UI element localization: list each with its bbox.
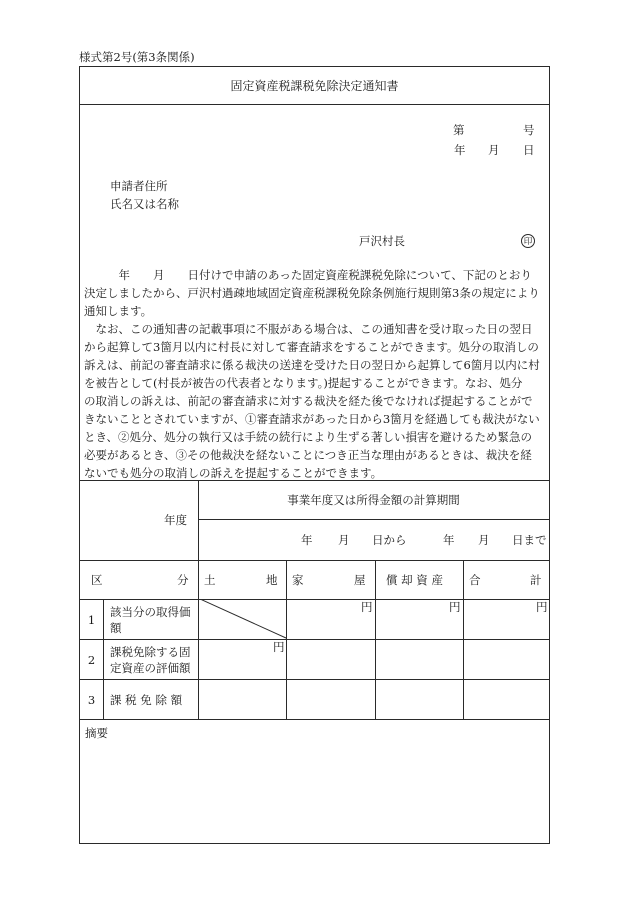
header-category-left: 区 (91, 573, 103, 587)
row-2-label-line1: 課税免除する固 (110, 645, 191, 659)
paragraph-line: とき、②処分、処分の執行又は手続の続行により生ずる著しい損害を避けるため緊急の (84, 430, 533, 444)
paragraph-line: を被告として(村長が被告の代表者となります。)提起することができます。なお、処分 (84, 376, 523, 390)
form-number: 様式第2号(第3条関係) (79, 50, 195, 64)
paragraph-line: から起算して3箇月以内に村長に対して審査請求をすることができます。処分の取消しの (84, 340, 539, 354)
period-from-month: 月 (338, 533, 350, 547)
row-2-number: 2 (87, 653, 96, 667)
header-house-right: 屋 (354, 573, 366, 587)
header-depreciable: 償 却 資 産 (386, 573, 443, 587)
number-go: 号 (523, 123, 535, 137)
paragraph-line: 決定しましたから、戸沢村過疎地域固定資産税課税免除条例施行規則第3条の規定により (84, 286, 540, 300)
depreciable-total-rule (463, 560, 464, 719)
paragraph-line: 通知します。 (84, 304, 153, 318)
row-2-label-line2: 定資産の評価額 (110, 661, 191, 675)
row-3-rule (80, 719, 549, 720)
period-from-year: 年 (301, 533, 313, 547)
issuer-name: 戸沢村長 (359, 234, 405, 248)
seal-icon: 印 (521, 234, 535, 248)
header-land-right: 地 (266, 573, 278, 587)
land-house-rule (286, 560, 287, 719)
land-diagonal-strike (200, 599, 287, 639)
row-1-number: 1 (87, 613, 96, 627)
row-1-label-line2: 額 (110, 621, 122, 635)
period-header-rule (198, 519, 549, 520)
document-title: 固定資産税課税免除決定通知書 (230, 79, 399, 93)
row-3-label: 課 税 免 除 額 (110, 693, 183, 707)
number-dai: 第 (453, 123, 465, 137)
remarks-label: 摘要 (85, 726, 108, 740)
period-header: 事業年度又は所得金額の計算期間 (287, 493, 460, 507)
row-3-number: 3 (87, 693, 96, 707)
header-total-left: 合 (469, 573, 481, 587)
title-divider (80, 104, 549, 105)
applicant-name-label: 氏名又は名称 (110, 197, 179, 211)
notice-form (79, 66, 550, 844)
date-year: 年 (454, 143, 466, 157)
paragraph-line: 年 月 日付けで申請のあった固定資産税課税免除について、下記のとおり (84, 268, 532, 282)
header-category-right: 分 (177, 573, 189, 587)
row-1-total-yen: 円 (536, 600, 548, 614)
year-label: 年度 (164, 513, 187, 527)
applicant-address-label: 申請者住所 (110, 179, 168, 193)
paragraph-line: なお、この通知書の記載事項に不服がある場合は、この通知書を受け取った日の翌日 (84, 322, 533, 336)
header-total-right: 計 (530, 573, 542, 587)
column-header-rule (80, 599, 549, 600)
paragraph-line: きないこととされていますが、①審査請求があった日から3箇月を経過しても裁決がない (84, 412, 540, 426)
period-to-day: 日まで (512, 533, 547, 547)
period-to-month: 月 (478, 533, 490, 547)
table-top-rule (80, 480, 549, 481)
row-2-land-yen: 円 (273, 640, 285, 654)
paragraph-line: の取消しの訴えは、前記の審査請求に対する裁決を経た後でなければ提起することがで (84, 394, 533, 408)
row-number-rule (103, 599, 104, 719)
row-1-house-yen: 円 (361, 600, 373, 614)
period-row-rule (80, 560, 549, 561)
paragraph-line: 訴えは、前記の審査請求に係る裁決の送達を受けた日の翌日から起算して6箇月以内に村 (84, 358, 540, 372)
row-1-depreciable-yen: 円 (449, 600, 461, 614)
row-1-rule (80, 639, 549, 640)
paragraph-line: ないでも処分の取消しの訴えを提起することができます。 (84, 466, 383, 480)
paragraph-line: 必要があるとき、③その他裁決を経ないことにつき正当な理由があるときは、裁決を経 (84, 448, 532, 462)
row-2-rule (80, 679, 549, 680)
row-1-label-line1: 該当分の取得価 (110, 605, 191, 619)
period-to-year: 年 (443, 533, 455, 547)
date-month: 月 (488, 143, 500, 157)
house-depreciable-rule (375, 560, 376, 719)
header-house-left: 家 (292, 573, 304, 587)
header-land-left: 土 (204, 573, 216, 587)
period-from-day: 日から (372, 533, 407, 547)
date-day: 日 (523, 143, 535, 157)
year-column-rule (198, 480, 199, 719)
